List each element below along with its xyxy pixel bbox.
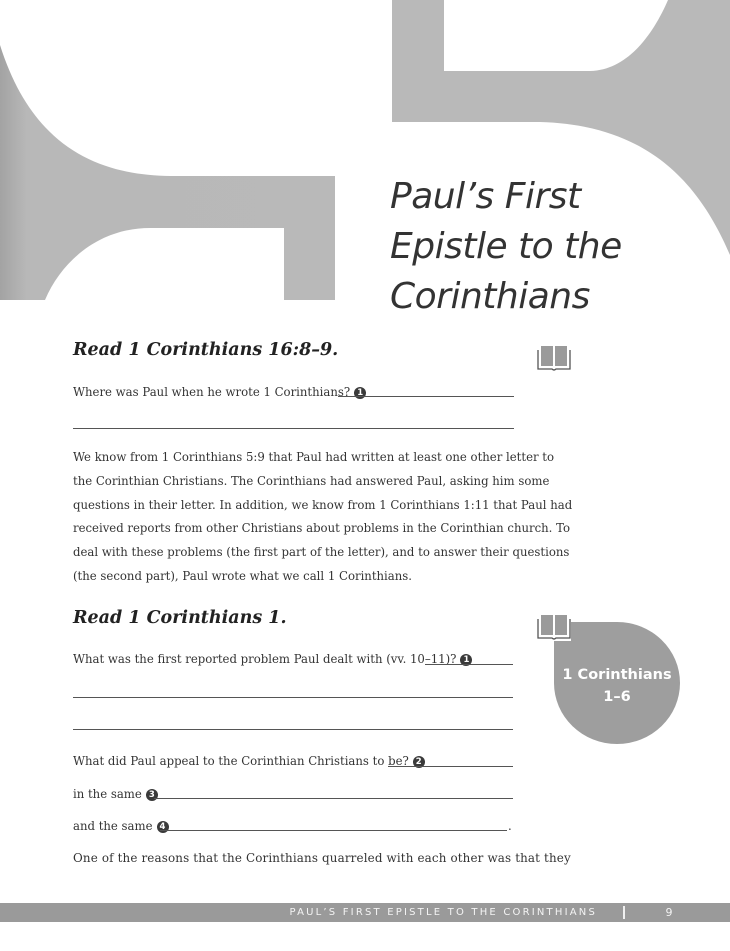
chapter-tab-label <box>554 664 680 708</box>
answer-blank[interactable] <box>73 697 513 698</box>
question-text: What was the first reported problem Paul dealt with (vv. 10–11)? <box>73 652 457 666</box>
answer-blank[interactable] <box>160 830 507 831</box>
question-text: Where was Paul when he wrote 1 Corinthians? <box>73 385 351 399</box>
prompt-text: and the same <box>73 819 153 833</box>
paragraph-line: questions in their letter. In addition, we know from 1 Corinthians 1:11 that Paul had <box>73 497 573 512</box>
page-footer <box>0 903 730 922</box>
paragraph-line: the Corinthian Christians. The Corinthians had answered Paul, asking him some <box>73 473 550 488</box>
paragraph-line: We know from 1 Corinthians 5:9 that Paul had written at least one other letter to <box>73 450 555 464</box>
chapter-title-line-2: Epistle to the <box>390 226 622 267</box>
open-book-icon <box>537 344 571 372</box>
answer-marker-1: 1 <box>460 654 472 666</box>
answer-marker-1: 1 <box>354 387 366 399</box>
answer-blank[interactable] <box>154 798 513 799</box>
paragraph-line: received reports from other Christians about problems in the Corinthian church. To <box>73 521 571 536</box>
fill-in-same-2 <box>73 818 169 834</box>
chapter-title <box>390 172 622 322</box>
answer-marker-2: 2 <box>413 756 425 768</box>
chapter-tab-line: 1–6 <box>603 689 631 705</box>
answer-blank[interactable] <box>73 428 514 429</box>
question-where-paul <box>73 384 366 400</box>
paragraph-line: deal with these problems (the first part of the letter), and to answer their questions <box>73 545 570 560</box>
running-title: PAUL’S FIRST EPISTLE TO THE CORINTHIANS <box>289 907 597 918</box>
answer-blank[interactable] <box>388 766 513 767</box>
chapter-tab-line: 1 Corinthians <box>562 667 672 683</box>
section-heading-read-1: Read 1 Corinthians 1. <box>73 608 287 628</box>
question-text: What did Paul appeal to the Corinthian Christians to be? <box>73 754 409 768</box>
sentence-period: . <box>508 819 512 833</box>
left-art-shape <box>0 45 335 300</box>
footer-divider <box>623 906 625 919</box>
fill-in-same-1 <box>73 786 158 802</box>
page-number: 9 <box>665 906 673 919</box>
answer-blank[interactable] <box>425 664 513 665</box>
chapter-title-line-1: Paul’s First <box>390 176 581 217</box>
question-first-problem <box>73 651 472 667</box>
section-heading-read-16: Read 1 Corinthians 16:8–9. <box>73 340 339 360</box>
continuation-text: One of the reasons that the Corinthians quarreled with each other was that they <box>73 851 571 865</box>
answer-marker-3: 3 <box>146 789 158 801</box>
answer-marker-4: 4 <box>157 821 169 833</box>
chapter-title-line-3: Corinthians <box>390 276 590 317</box>
prompt-text: in the same <box>73 787 142 801</box>
answer-blank[interactable] <box>338 396 514 397</box>
answer-blank[interactable] <box>73 729 513 730</box>
question-appeal <box>73 753 425 769</box>
intro-paragraph <box>73 446 573 589</box>
open-book-icon <box>537 613 571 641</box>
paragraph-line: (the second part), Paul wrote what we call 1 Corinthians. <box>73 568 413 583</box>
